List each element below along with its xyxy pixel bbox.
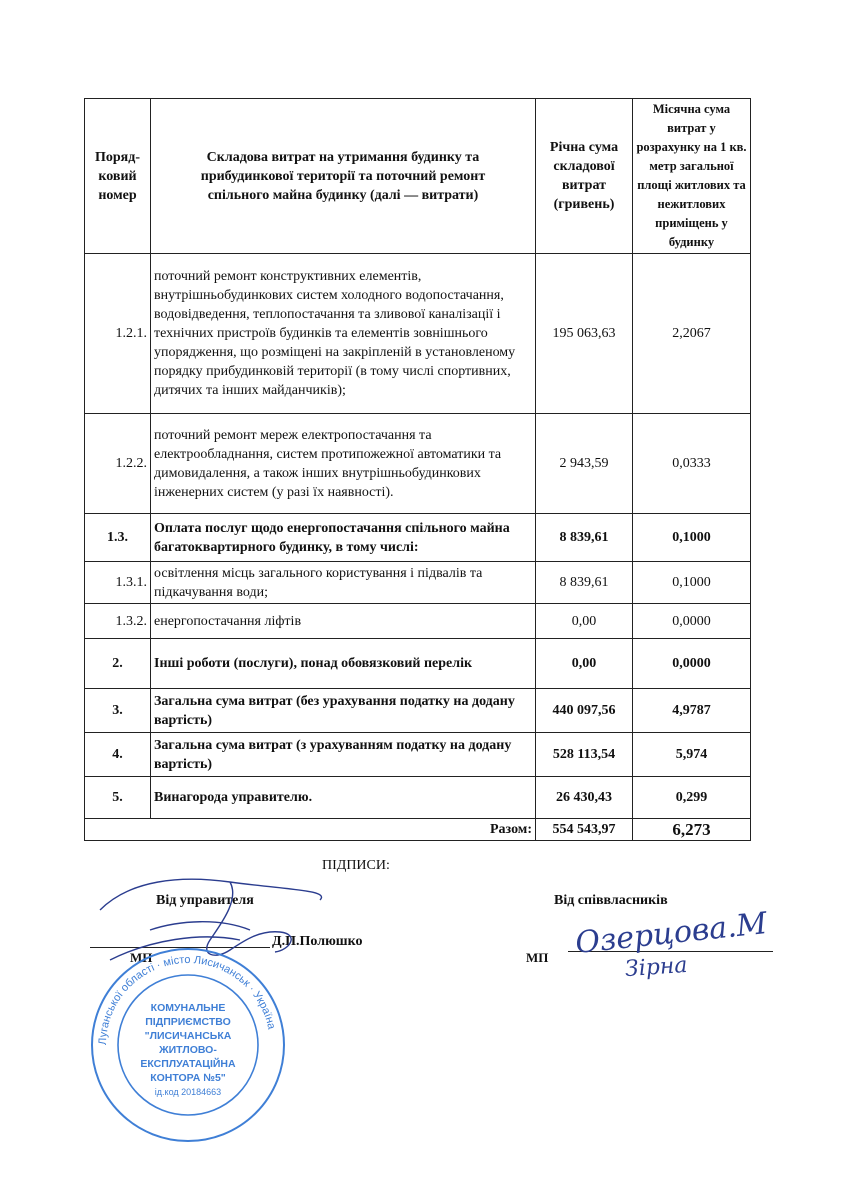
stamp-line: КОНТОРА №5" [150, 1072, 226, 1084]
row-year: 0,00 [536, 604, 633, 639]
table-row [85, 562, 751, 604]
table-row [85, 604, 751, 639]
row-num: 1.2.2. [85, 414, 151, 514]
mp-right: МП [526, 950, 549, 965]
row-month: 0,0000 [633, 639, 751, 689]
row-year: 26 430,43 [536, 777, 633, 819]
signatures-title: ПІДПИСИ: [322, 858, 390, 873]
row-desc: Інші роботи (послуги), понад обовязковий перелік [151, 639, 536, 689]
header-desc: Складова витрат на утримання будинку та прибудинкової території та поточний ремонт спільного майна будинку (далі — витрати) [151, 99, 536, 254]
row-month: 0,1000 [633, 514, 751, 562]
header-num: Поряд-ковий номер [85, 99, 151, 254]
row-year: 440 097,56 [536, 689, 633, 733]
row-desc: поточний ремонт конструктивних елементів, внутрішньобудинкових систем холодного водопостачання, водовідведення, теплопостачання та зливової каналізації і технічних пристроїв будинків та елементів зовнішнього упорядження, що розміщені на закріпленій в установленому порядку прибудинковій території (в тому числі спортивних, дитячих та інших майданчиків); [151, 254, 536, 414]
table-row [85, 639, 751, 689]
row-num: 1.3.2. [85, 604, 151, 639]
stamp-line: ПІДПРИЄМСТВО [145, 1016, 231, 1028]
table-row [85, 777, 751, 819]
table-row [85, 514, 751, 562]
stamp-line: КОМУНАЛЬНЕ [150, 1002, 226, 1014]
stamp-line: ЕКСПЛУАТАЦІЙНА [140, 1058, 236, 1070]
row-num: 2. [85, 639, 151, 689]
stamp-line: ЖИТЛОВО- [159, 1044, 217, 1056]
stamp-line: "ЛИСИЧАНСЬКА [144, 1030, 232, 1042]
row-desc: поточний ремонт мереж електропостачання та електрообладнання, систем протипожежної автоматики та димовидалення, а також інших внутрішньобудинкових інженерних систем (у разі їх наявності). [151, 414, 536, 514]
row-desc: енергопостачання ліфтів [151, 604, 536, 639]
table-row [85, 689, 751, 733]
row-num: 1.3.1. [85, 562, 151, 604]
row-month: 0,0000 [633, 604, 751, 639]
total-label: Разом: [85, 819, 536, 841]
total-year: 554 543,97 [536, 819, 633, 841]
table-row [85, 733, 751, 777]
row-num: 4. [85, 733, 151, 777]
row-year: 8 839,61 [536, 514, 633, 562]
table-row [85, 414, 751, 514]
row-month: 0,1000 [633, 562, 751, 604]
row-year: 8 839,61 [536, 562, 633, 604]
row-month: 0,0333 [633, 414, 751, 514]
row-month: 5,974 [633, 733, 751, 777]
row-num: 1.3. [85, 514, 151, 562]
row-month: 2,2067 [633, 254, 751, 414]
header-month: Місячна сума витрат у розрахунку на 1 кв. метр загальної площі житлових та нежитлових приміщень у будинку [633, 99, 751, 254]
row-desc: Загальна сума витрат (без урахування податку на додану вартість) [151, 689, 536, 733]
total-row [85, 819, 751, 841]
owners-label: Від співвласників [554, 893, 668, 908]
owners-signature: Озерцова.М [573, 906, 769, 961]
row-desc: Оплата послуг щодо енергопостачання спільного майна багатоквартирного будинку, в тому числі: [151, 514, 536, 562]
header-year: Річна сума складової витрат (гривень) [536, 99, 633, 254]
row-desc: Винагорода управителю. [151, 777, 536, 819]
row-month: 4,9787 [633, 689, 751, 733]
stamp-line: ід.код 20184663 [154, 1087, 222, 1097]
manager-label: Від управителя [156, 893, 254, 908]
row-year: 0,00 [536, 639, 633, 689]
table-row [85, 254, 751, 414]
mp-left: МП [130, 950, 153, 965]
total-month: 6,273 [633, 819, 751, 841]
row-num: 1.2.1. [85, 254, 151, 414]
row-year: 2 943,59 [536, 414, 633, 514]
row-year: 195 063,63 [536, 254, 633, 414]
owners-initials: Зірна [624, 952, 689, 983]
company-stamp [88, 945, 288, 1145]
row-num: 3. [85, 689, 151, 733]
stamp-ring-text: Луганської області · місто Лисичанськ · Україна [96, 953, 278, 1046]
row-year: 528 113,54 [536, 733, 633, 777]
row-desc: Загальна сума витрат (з урахуванням податку на додану вартість) [151, 733, 536, 777]
table-header-row [85, 99, 751, 254]
row-desc: освітлення місць загального користування і підвалів та підкачування води; [151, 562, 536, 604]
manager-name: Д.П.Полюшко [272, 934, 363, 949]
row-num: 5. [85, 777, 151, 819]
row-month: 0,299 [633, 777, 751, 819]
costs-table [84, 98, 751, 841]
